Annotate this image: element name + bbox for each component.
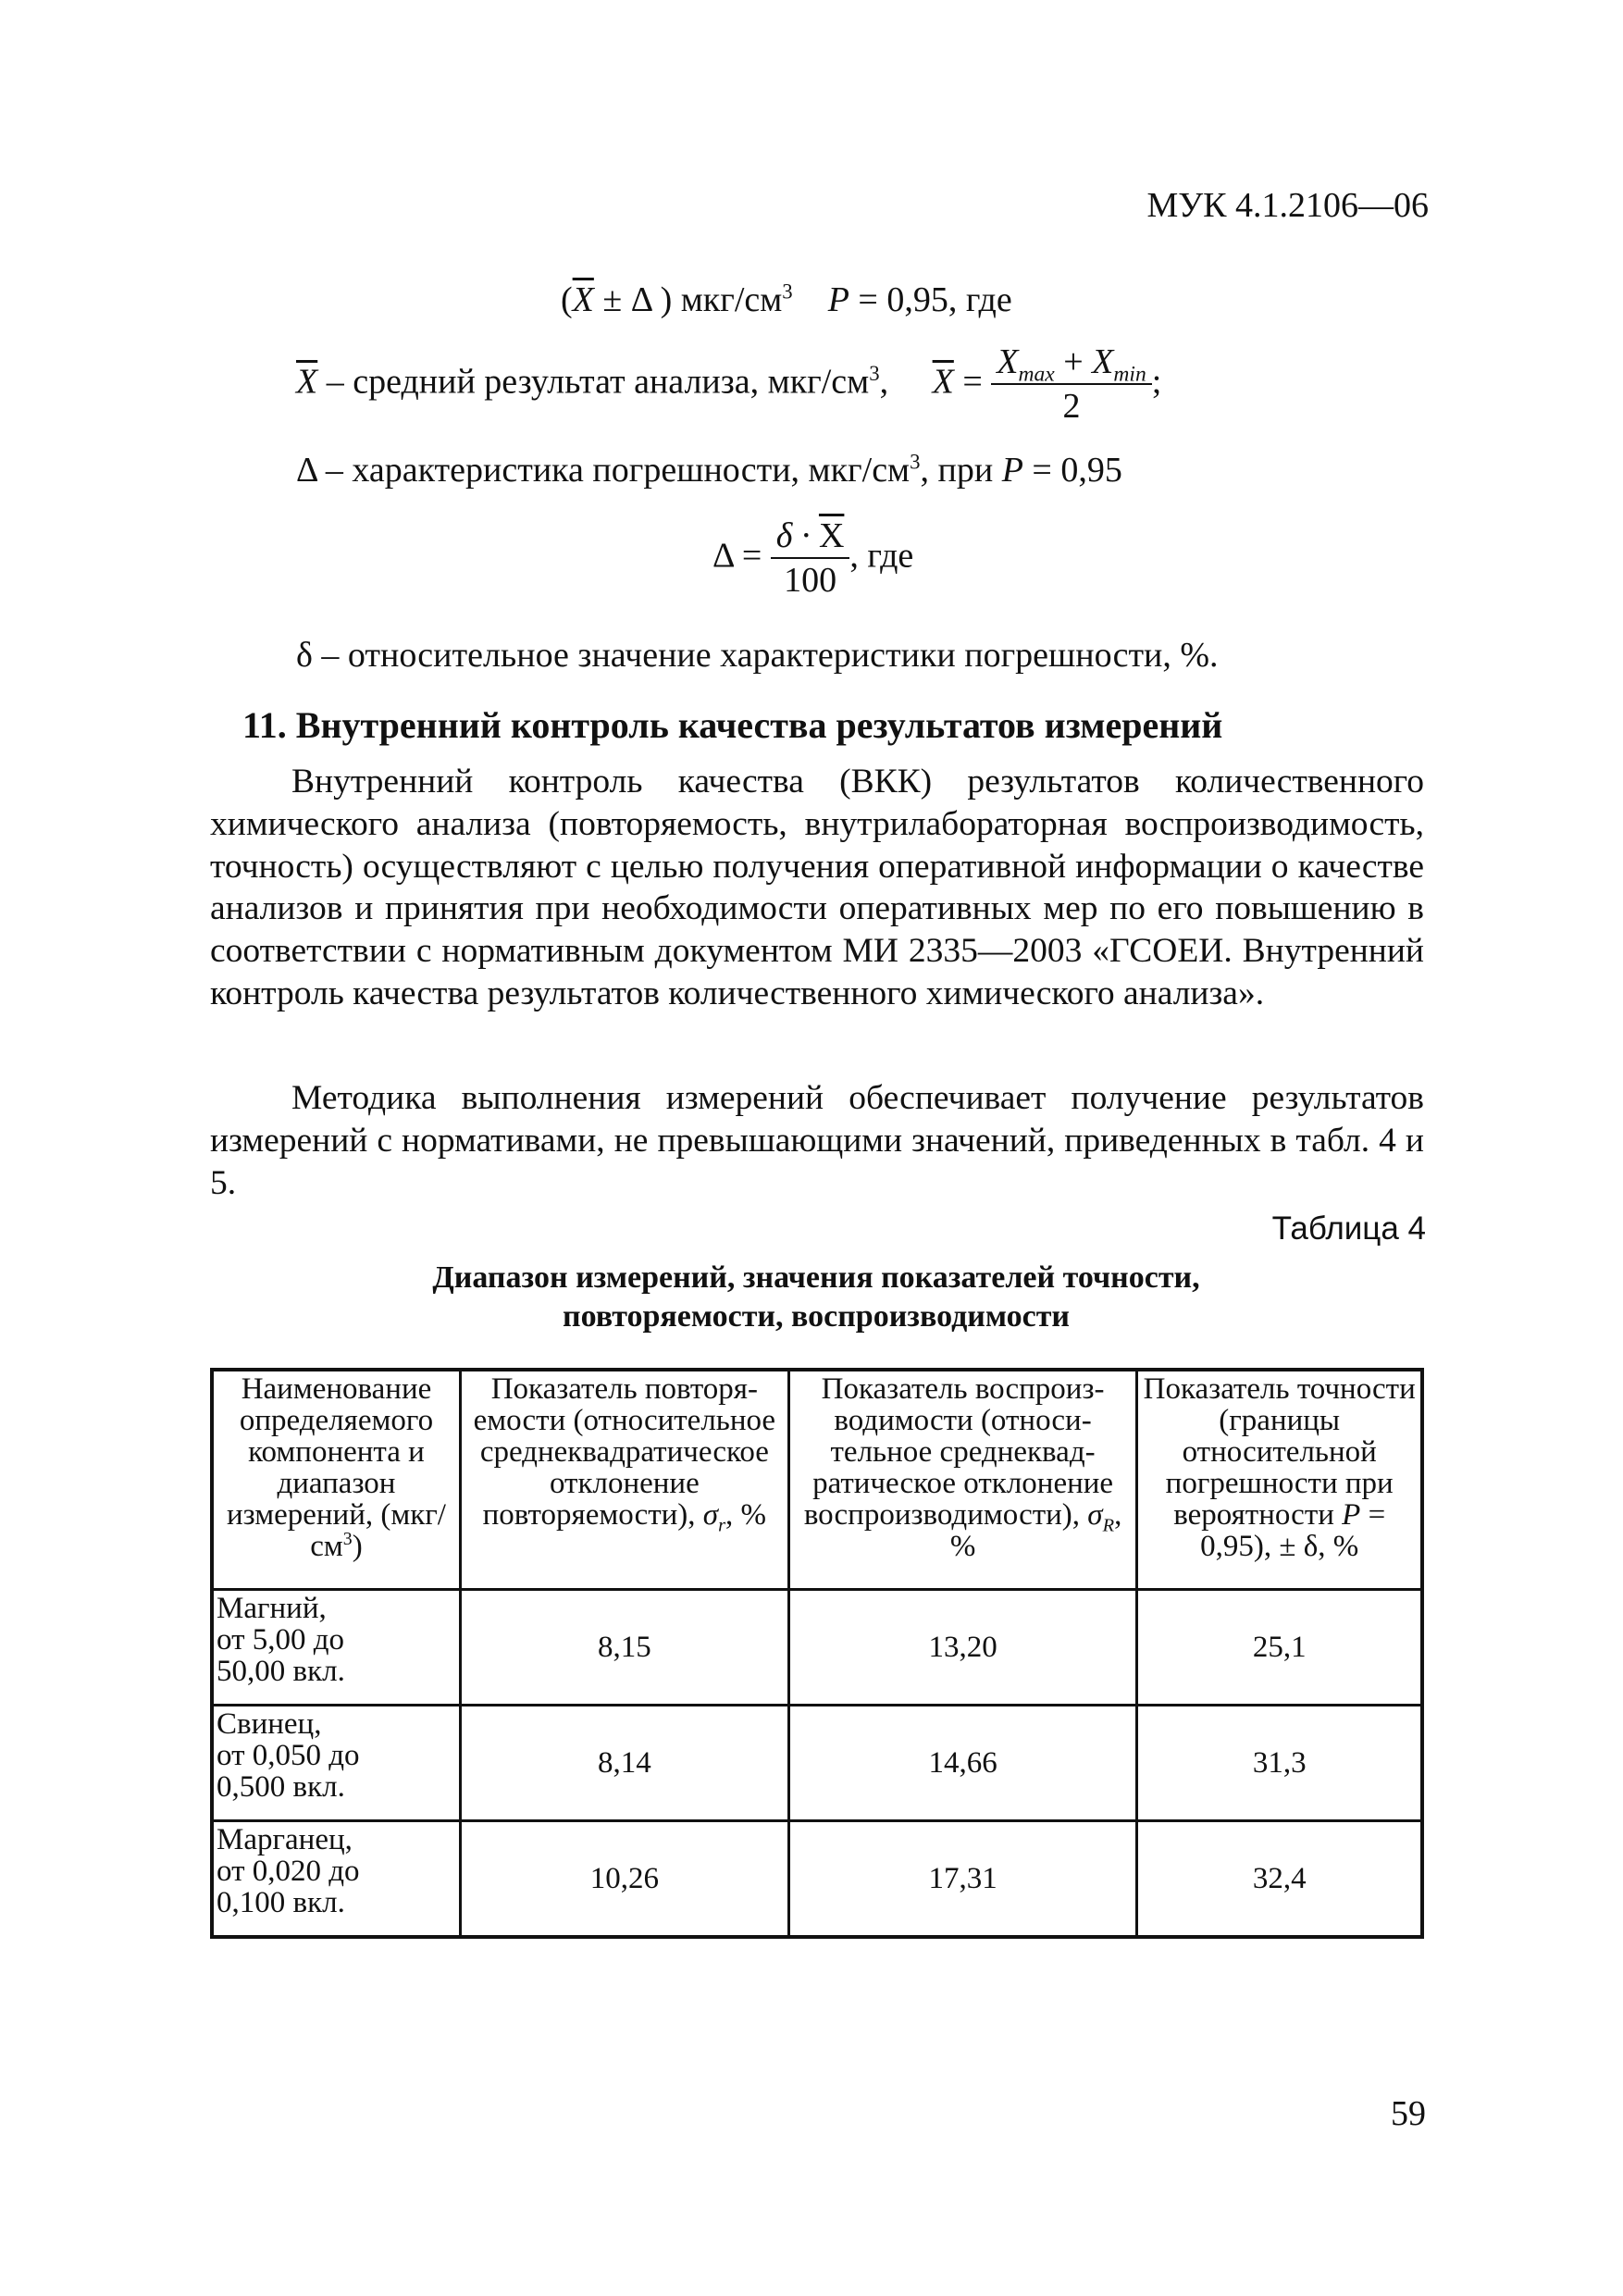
reproducibility-cell: 13,20: [788, 1590, 1137, 1706]
delta-fraction: $\frac{\delta \cdot \overline{X}}{100}$: [771, 518, 850, 600]
relative-delta-definition: δ – относительное значение характеристики погрешности, %.: [296, 636, 1219, 675]
table-row: [212, 1706, 1422, 1821]
table-row: [212, 1590, 1422, 1706]
document-code-header: МУК 4.1.2106—06: [1146, 186, 1429, 225]
paragraph-method: Методика выполнения измерений обеспечивает получение результатов измерений с нормативами, не превышающими значений, приведенных в табл. 4 и 5.: [210, 1079, 1424, 1202]
header-component: Наименование определяемого компонента и диапазон измерений, $(мкг/см^3)$: [212, 1370, 460, 1590]
accuracy-cell: 32,4: [1137, 1821, 1422, 1938]
reproducibility-cell: 14,66: [788, 1706, 1137, 1821]
header-accuracy: Показатель точности (границы относительной погрешности при вероятности P = 0,95), ± δ, %: [1137, 1370, 1422, 1590]
header-repeatability: Показатель повторяемости (относительное среднеквадратическое отклонение повторяемости), $\sigma_r$, %: [460, 1370, 788, 1590]
repeatability-cell: 8,14: [460, 1706, 788, 1821]
accuracy-cell: 25,1: [1137, 1590, 1422, 1706]
result-formula: ($\overline{X} \pm \Delta$ ) мкг/$см^3$ P = 0,95, где: [561, 279, 1012, 319]
section-title: 11. Внутренний контроль качества результатов измерений: [242, 704, 1223, 746]
page-number: 59: [1391, 2094, 1426, 2133]
reproducibility-cell: 17,31: [788, 1821, 1137, 1938]
component-cell: Магний, от 5,00 до 50,00 вкл.: [212, 1590, 460, 1706]
table-caption: Диапазон измерений, значения показателей точности, повторяемости, воспроизводимости: [432, 1260, 1200, 1334]
repeatability-cell: 10,26: [460, 1821, 788, 1938]
delta-equation: Δ = $\frac{\delta \cdot \overline{X}}{100}$ , где: [712, 516, 914, 600]
mean-fraction: $\frac{X_{max} + X_{min}}{2}$: [991, 344, 1151, 426]
component-cell: Свинец, от 0,050 до 0,500 вкл.: [212, 1706, 460, 1821]
accuracy-table: [210, 1368, 1424, 1939]
table-label: Таблица 4: [1271, 1210, 1426, 1247]
header-reproducibility: Показатель воспроизводимости (относительное среднеквадратическое отклонение воспроизводимости), $\sigma_R$, %: [788, 1370, 1137, 1590]
x-mean-symbol: $\overline{X}$: [572, 280, 594, 319]
component-cell: Марганец, от 0,020 до 0,100 вкл.: [212, 1821, 460, 1938]
table-header-row: [212, 1370, 1422, 1590]
mean-definition-formula: $\overline{X}$ – средний результат анализа, мкг/$см^3$, $\overline{X}$ = $\frac{X_{max} + X_{min}}{2}$ ;: [296, 342, 1162, 426]
paragraph-internal-control: Внутренний контроль качества (ВКК) результатов количественного химического анализа (повторяемость, внутрилабораторная воспроизводимость, точность) осуществляют с целью получения оперативной информации о качестве анализов и принятия при необходимости оперативных мер по его повышению в соответствии с нормативным документом МИ 2335—2003 «ГСОЕИ. Внутренний контроль качества результатов количественного химического анализа».: [210, 763, 1424, 1012]
delta-definition: Δ – характеристика погрешности, мкг/$см^3$, при P = 0,95: [296, 450, 1122, 490]
repeatability-cell: 8,15: [460, 1590, 788, 1706]
accuracy-cell: 31,3: [1137, 1706, 1422, 1821]
table-row: [212, 1821, 1422, 1938]
